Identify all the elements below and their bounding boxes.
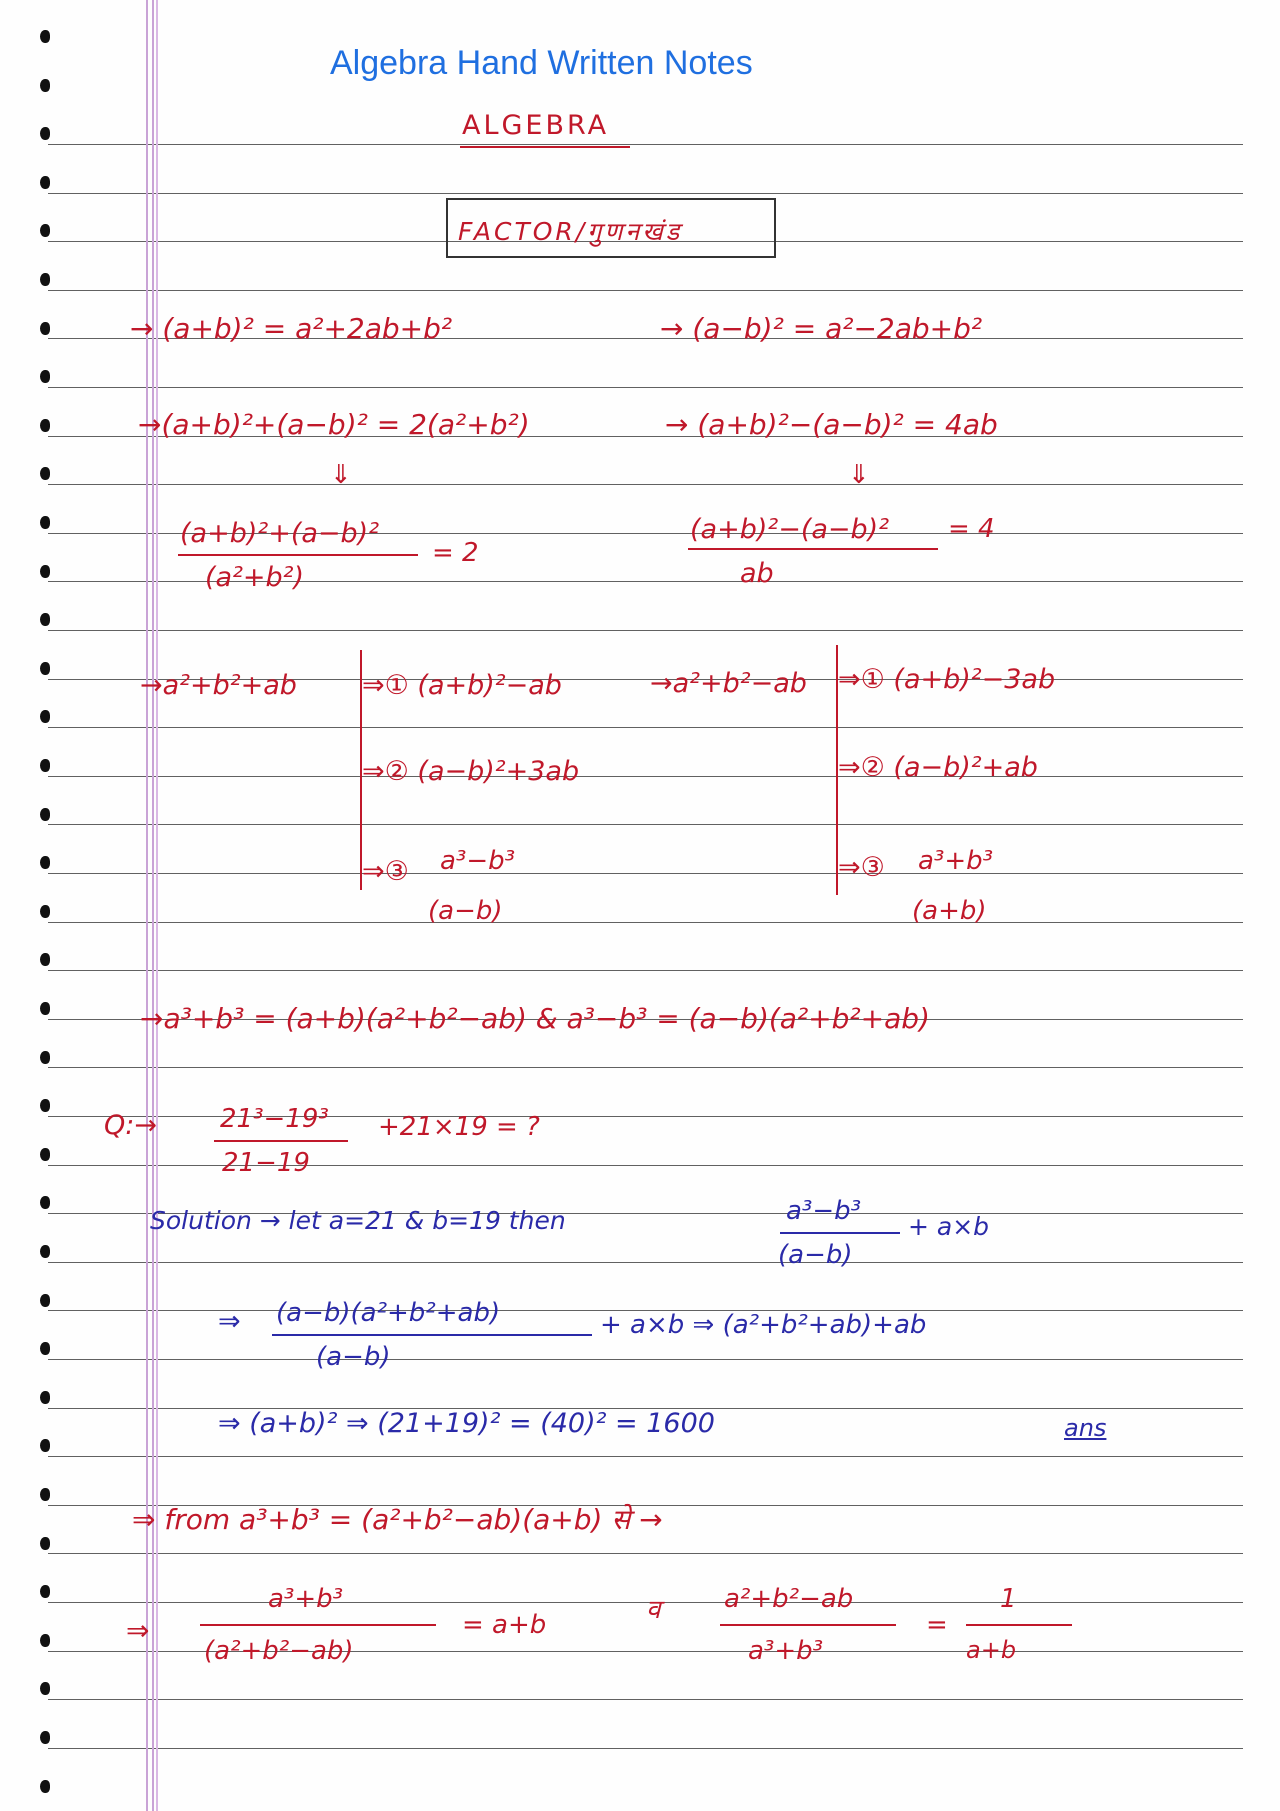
ruled-line <box>48 630 1243 631</box>
heading-underline <box>460 146 630 148</box>
right-form-1: ⇒① (a+b)²−3ab <box>838 664 1056 695</box>
binder-hole <box>40 1245 50 1258</box>
ruled-line <box>48 484 1243 485</box>
connector-va: व <box>646 1595 661 1625</box>
binder-hole <box>40 1488 50 1501</box>
binder-hole <box>40 1342 50 1355</box>
ruled-line <box>48 824 1243 825</box>
solution-line1-bar <box>780 1232 900 1234</box>
from-line: ⇒ from a³+b³ = (a²+b²−ab)(a+b) से → <box>132 1503 663 1536</box>
binder-hole <box>40 1780 50 1793</box>
right-form-3-denominator: (a+b) <box>912 896 987 926</box>
solution-line3: ⇒ (a+b)² ⇒ (21+19)² = (40)² = 1600 <box>218 1408 715 1439</box>
question-rest: +21×19 = ? <box>378 1112 540 1142</box>
binder-hole <box>40 273 50 286</box>
binder-hole <box>40 856 50 869</box>
fraction1-bar <box>178 554 418 556</box>
fraction2-numerator: (a+b)²−(a−b)² <box>690 514 890 545</box>
page-title: Algebra Hand Written Notes <box>330 44 753 82</box>
binder-hole <box>40 127 50 140</box>
binder-hole <box>40 1099 50 1112</box>
binder-hole <box>40 467 50 480</box>
ruled-line <box>48 922 1243 923</box>
identity-square-sum: → (a+b)² = a²+2ab+b² <box>130 312 453 345</box>
solution-line2-denominator: (a−b) <box>316 1342 391 1372</box>
right-form-3: ⇒③ <box>838 852 885 883</box>
binder-hole <box>40 759 50 772</box>
binder-hole <box>40 79 50 92</box>
question-numerator: 21³−19³ <box>220 1104 329 1134</box>
from-rhs-numerator: 1 <box>1000 1584 1017 1614</box>
factor-label: FACTOR/गुणनखंड <box>458 217 683 246</box>
solution-line1: Solution → let a=21 & b=19 then <box>150 1206 566 1235</box>
margin-line <box>146 0 148 1811</box>
right-form-3-numerator: a³+b³ <box>918 846 994 876</box>
from-fraction2-denominator: a³+b³ <box>748 1636 824 1666</box>
margin-line <box>156 0 158 1811</box>
from-fraction2-numerator: a²+b²−ab <box>724 1584 854 1614</box>
question-denominator: 21−19 <box>222 1148 310 1178</box>
left-form-1: ⇒① (a+b)²−ab <box>362 670 562 701</box>
ruled-line <box>48 1359 1243 1360</box>
from-fraction1-equals: = a+b <box>462 1610 547 1640</box>
from-arrow: ⇒ <box>126 1614 150 1647</box>
fraction2-bar <box>688 548 938 550</box>
binder-hole <box>40 1537 50 1550</box>
ruled-line <box>48 387 1243 388</box>
from-fraction2-bar <box>720 1624 896 1626</box>
binder-hole <box>40 1294 50 1307</box>
solution-line1-rest: + a×b <box>908 1212 990 1241</box>
ruled-line <box>48 144 1243 145</box>
cube-identities: →a³+b³ = (a+b)(a²+b²−ab) & a³−b³ = (a−b)(a²+b²+ab) <box>140 1002 930 1035</box>
from-rhs-denominator: a+b <box>966 1636 1017 1664</box>
left-form-3-denominator: (a−b) <box>428 896 503 926</box>
solution-line2-bar <box>272 1334 592 1336</box>
binder-hole <box>40 662 50 675</box>
ruled-line <box>48 873 1243 874</box>
binder-hole <box>40 710 50 723</box>
binder-hole <box>40 1634 50 1647</box>
binder-hole <box>40 808 50 821</box>
binder-hole <box>40 1585 50 1598</box>
binder-hole <box>40 176 50 189</box>
left-form-3: ⇒③ <box>362 856 409 887</box>
right-form-2: ⇒② (a−b)²+ab <box>838 752 1038 783</box>
margin-line <box>152 0 154 1811</box>
fraction2-denominator: ab <box>740 558 774 589</box>
solution-line2-arrow: ⇒ <box>218 1306 241 1337</box>
binder-hole <box>40 613 50 626</box>
binder-hole <box>40 1051 50 1064</box>
left-form-2: ⇒② (a−b)²+3ab <box>362 756 580 787</box>
algebra-heading: ALGEBRA <box>462 110 610 141</box>
identity-square-diff: → (a−b)² = a²−2ab+b² <box>660 312 983 345</box>
binder-hole <box>40 224 50 237</box>
left-form-3-numerator: a³−b³ <box>440 846 516 876</box>
binder-hole <box>40 565 50 578</box>
from-fraction1-bar <box>200 1624 436 1626</box>
binder-hole <box>40 1731 50 1744</box>
ruled-line <box>48 1067 1243 1068</box>
ruled-line <box>48 1553 1243 1554</box>
right-expression: →a²+b²−ab <box>650 668 807 699</box>
ruled-line <box>48 1262 1243 1263</box>
down-arrow: ⇓ <box>848 460 870 490</box>
binder-hole <box>40 1196 50 1209</box>
solution-line2-rest: + a×b ⇒ (a²+b²+ab)+ab <box>600 1310 927 1340</box>
question-bar <box>214 1140 348 1142</box>
ruled-line <box>48 776 1243 777</box>
binder-hole <box>40 370 50 383</box>
fraction2-equals: = 4 <box>948 514 995 544</box>
binder-hole <box>40 30 50 43</box>
binder-hole <box>40 1391 50 1404</box>
solution-line2-numerator: (a−b)(a²+b²+ab) <box>276 1298 501 1328</box>
binder-hole <box>40 1002 50 1015</box>
question-label: Q:→ <box>104 1110 157 1141</box>
fraction1-denominator: (a²+b²) <box>205 562 305 593</box>
fraction1-numerator: (a+b)²+(a−b)² <box>180 518 380 549</box>
ruled-line <box>48 193 1243 194</box>
binder-hole <box>40 953 50 966</box>
ruled-line <box>48 1456 1243 1457</box>
ruled-line <box>48 1699 1243 1700</box>
identity-diff-of-squares: → (a+b)²−(a−b)² = 4ab <box>665 408 998 441</box>
from-fraction1-numerator: a³+b³ <box>268 1584 344 1614</box>
fraction1-equals: = 2 <box>432 538 479 568</box>
identity-sum-of-squares: →(a+b)²+(a−b)² = 2(a²+b²) <box>138 408 530 441</box>
solution-line1-numerator: a³−b³ <box>786 1196 862 1226</box>
ruled-line <box>48 970 1243 971</box>
binder-hole <box>40 1439 50 1452</box>
binder-hole <box>40 322 50 335</box>
ruled-line <box>48 727 1243 728</box>
binder-hole <box>40 1148 50 1161</box>
down-arrow: ⇓ <box>330 460 352 490</box>
left-expression: →a²+b²+ab <box>140 670 297 701</box>
solution-line1-denominator: (a−b) <box>778 1240 853 1270</box>
from-fraction1-denominator: (a²+b²−ab) <box>204 1636 354 1666</box>
solution-answer-tag: ans <box>1064 1414 1107 1442</box>
binder-hole <box>40 905 50 918</box>
from-rhs-bar <box>966 1624 1072 1626</box>
binder-hole <box>40 1682 50 1695</box>
from-fraction2-equals: = <box>926 1610 948 1640</box>
binder-hole <box>40 419 50 432</box>
binder-hole <box>40 516 50 529</box>
ruled-line <box>48 290 1243 291</box>
ruled-line <box>48 1748 1243 1749</box>
